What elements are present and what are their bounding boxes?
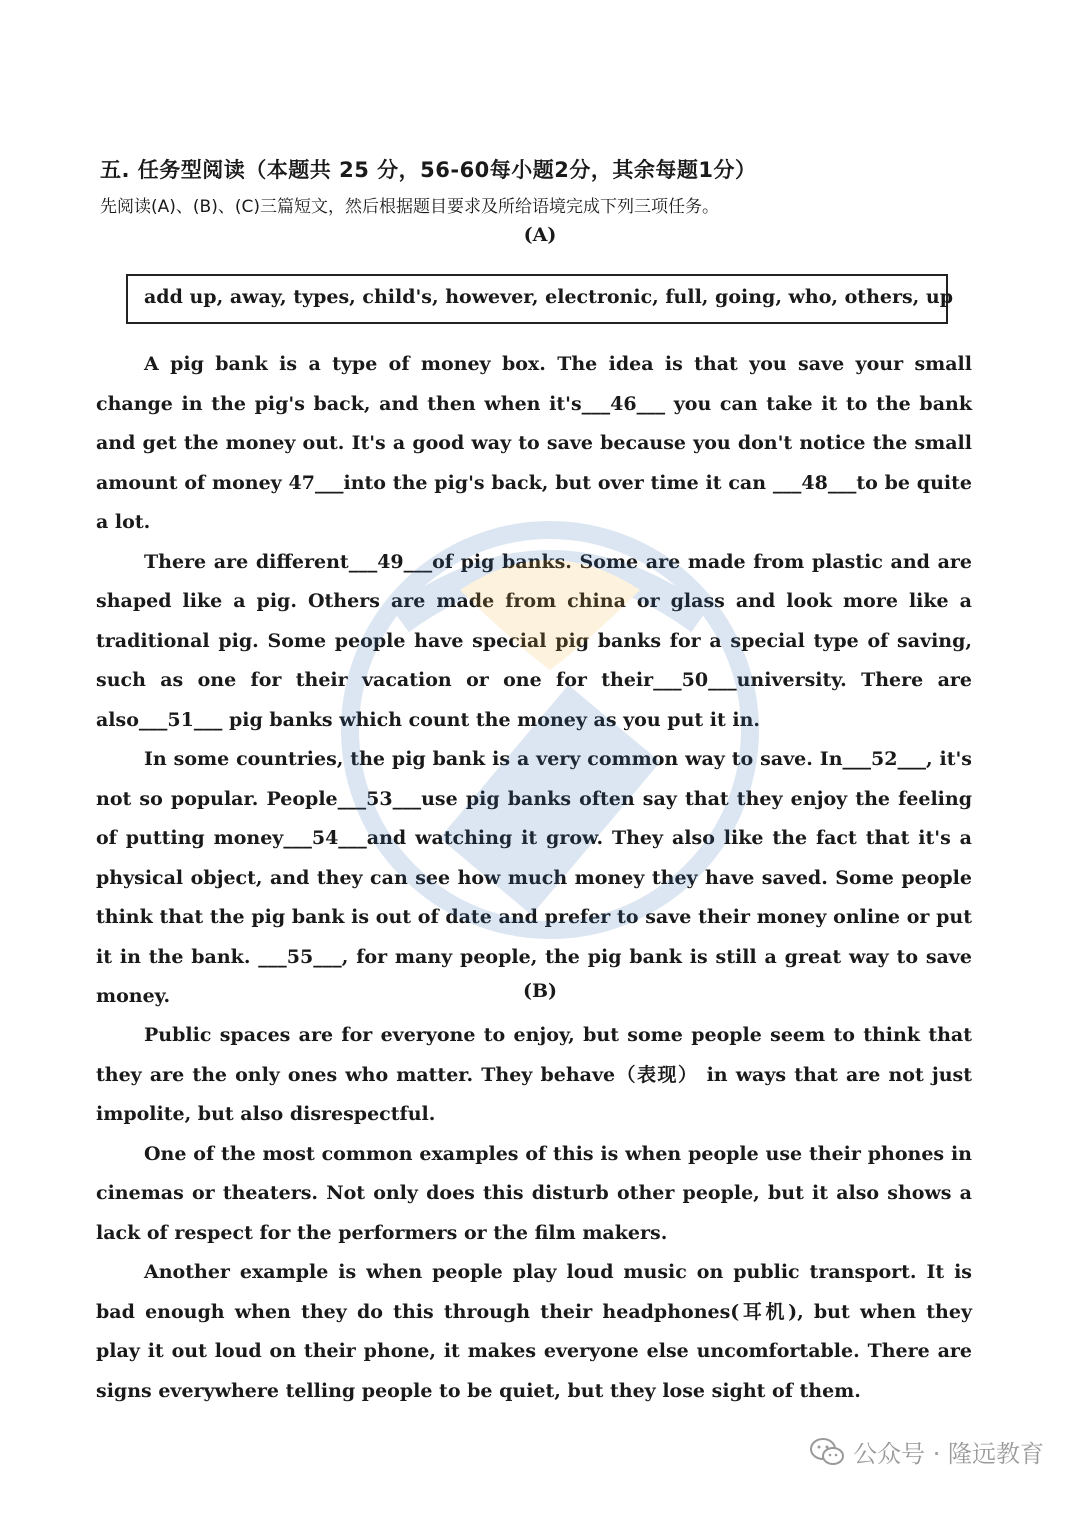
footer-account-name: 公众号 · 隆远教育 — [853, 1440, 1044, 1468]
passage-a-label: (A) — [523, 224, 557, 246]
section-title: 五. 任务型阅读（本题共 25 分，56-60每小题2分，其余每题1分） — [100, 158, 757, 182]
word-bank-box: add up, away, types, child's, however, electronic, full, going, who, others, up — [126, 274, 948, 324]
passage-a-paragraph: In some countries, the pig bank is a very common way to save. In___52___, it's not so popular. People___53___use pig banks often say that they enjoy the feeling of putting money___54___and watching it grow. They also like the fact that it's a physical object, and they can see how much money they have saved. Some people think that the pig bank is out of date and prefer to save their money online or put it in the bank. ___55___, for many people, the pig bank is still a great way to save money. — [96, 748, 972, 1007]
passage-b-paragraph: Another example is when people play loud music on public transport. It is bad enough when they do this through their headphones(耳机), but when they play it out loud on their phone, it makes everyone else uncomfortable. There are signs everywhere telling people to be quiet, but they lose sight of them. — [96, 1261, 972, 1402]
passage-b-paragraph: One of the most common examples of this is when people use their phones in cinemas or theaters. Not only does this disturb other people, but it also shows a lack of respect for the performers or the film makers. — [96, 1142, 972, 1244]
passage-a-paragraph: There are different___49___of pig banks. Some are made from plastic and are shaped like a pig. Others are made from china or glass and look more like a traditional pig. Some people have special pig banks for a special type of saving, such as one for their vacation or one for their___50___university. There are also___51___ pig banks which count the money as you put it in. — [96, 550, 972, 731]
passage-a — [96, 345, 972, 1017]
passage-b-paragraph: Public spaces are for everyone to enjoy, but some people seem to think that they are the only ones who matter. They behave（表现） in ways that are not just impolite, but also disrespectful. — [96, 1024, 972, 1125]
passage-a-paragraph: A pig bank is a type of money box. The idea is that you save your small change in the pig's back, and then when it's___46___ you can take it to the bank and get the money out. It's a good way to save because you don't notice the small amount of money 47___into the pig's back, but over time it can ___48___to be quite a lot. — [96, 353, 972, 533]
passage-b-label: (B) — [522, 980, 558, 1002]
passage-b — [96, 1016, 972, 1411]
footer-account — [809, 1434, 1044, 1469]
wechat-icon — [809, 1437, 845, 1467]
section-instruction: 先阅读(A)、(B)、(C)三篇短文，然后根据题目要求及所给语境完成下列三项任务。 — [100, 197, 719, 217]
